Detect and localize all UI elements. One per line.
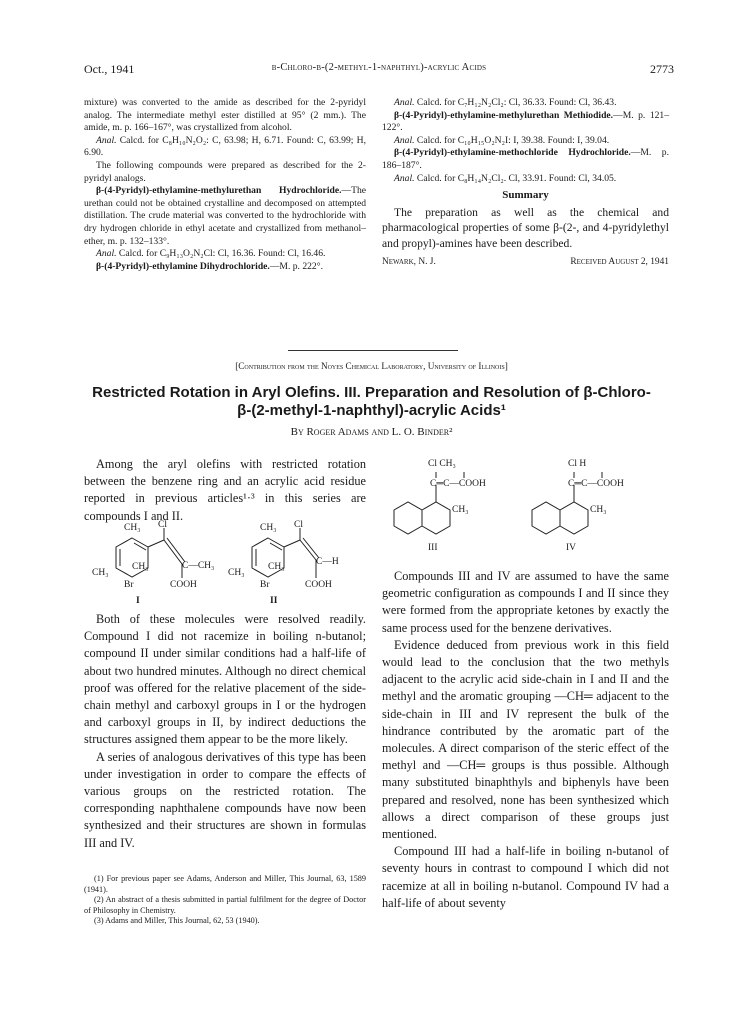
formula-II-br: Br (260, 580, 270, 590)
paragraph: Evidence deduced from previous work in this field would lead to the conclusion that the two methyls adjacent to the acrylic acid side-chain in I and II and the methyl and the aromatic grouping —CH═ adjacent to the side-chain in III and IV represent the bulk of the hindrance contributed by the aromatic part of the molecules. A direct comparison of the steric effect of the methyl and —CH═ groups is thus possible. Although many substituted binaphthyls and biphenyls have been prepared and resolved, none has been synthesized which allows a direct comparison of these groups just mentioned. (382, 637, 669, 842)
formula-I-II (90, 520, 365, 612)
intro-text (84, 456, 366, 525)
article-title (70, 384, 673, 420)
formula-IV-ch3: CH₃ (590, 505, 607, 515)
authors: By Roger Adams and L. O. Binder² (290, 426, 453, 438)
header-page-number: 2773 (650, 62, 674, 76)
compound-name: β-(4-Pyridyl)-ethylamine Dihydrochloride. (96, 260, 270, 272)
analysis-text: Calcd. for C₉H₁₃O₂N₂Cl: Cl, 16.36. Found: Cl, 16.46. (116, 248, 326, 260)
compound-paragraph (382, 110, 669, 135)
analysis-text: Calcd. for C₁₀H₁₅O₂N₂I: I, 39.38. Found: I, 39.04. (414, 134, 610, 146)
analysis-paragraph (382, 135, 669, 148)
header-date: Oct., 1941 (84, 62, 135, 76)
compound-text: —M. p. 121–122°. (382, 109, 670, 134)
analysis-text: Calcd. for C₈H₁₄N₂Cl₂. Cl, 33.91. Found: Cl, 34.05. (414, 172, 617, 184)
paragraph: Among the aryl olefins with restricted rotation between the benzene ring and an acrylic acid residue reported in previous articles¹·³ in this series are compounds I and II. (84, 457, 366, 523)
place: Newark, N. J. (382, 256, 436, 267)
formula-III-chain: C═C—COOH (430, 479, 486, 489)
top-left-column (84, 97, 366, 273)
formula-I-cooh: COOH (170, 580, 197, 590)
formula-II-ch3-inner: CH₃ (268, 562, 285, 572)
formula-I-label: I (136, 596, 140, 606)
analysis-text: Calcd. for C₈H₁₀N₂O₂: C, 63.98; H, 6.71. Found: C, 63.99; H, 6.90. (84, 134, 366, 159)
paragraph: A series of analogous derivatives of this type has been under investigation in order to compare the effects of various groups on the restricted rotation. The corresponding naphthalene compounds have now been synthesized and their structures are shown in formulas III and IV. (84, 749, 366, 850)
analysis-paragraph (382, 97, 669, 110)
formula-IV-chain: C═C—COOH (568, 479, 624, 489)
compound-name: β-(4-Pyridyl)-ethylamine-methochloride Hydrochloride. (394, 147, 631, 159)
contribution-line: [Contribution from the Noyes Chemical Laboratory, University of Illinois] (235, 361, 508, 371)
paragraph: Compound III had a half-life in boiling n-butanol of seventy hours in contrast to compound I which did not racemize at all in boiling n-butanol. Compound IV had a half-life of about seventy (382, 844, 669, 910)
compound-text: —M. p. 222°. (269, 260, 323, 272)
footnotes (84, 874, 366, 927)
footnote-3: (3) Adams and Miller, This Journal, 62, 53 (1940). (94, 916, 260, 925)
left-body-text (84, 611, 366, 852)
title-line-1: Restricted Rotation in Aryl Olefins. III. Preparation and Resolution of β-Chloro- (92, 384, 651, 401)
analysis-paragraph (84, 135, 366, 160)
formula-III-label: III (428, 543, 438, 553)
compound-text: —The urethan could not be obtained crystalline and decomposed on attempted distillation. The crude material was converted to the hydrochloride with dry hydrogen chloride in ethyl acetate and crystallized from methanol–ether, m. p. 132–133°. (84, 185, 366, 247)
formula-I-cl: Cl (158, 520, 167, 530)
signoff-line (382, 255, 669, 271)
summary-heading: Summary (502, 189, 549, 202)
compound-text: —M. p. 186–187°. (382, 147, 669, 171)
formula-III-ch3: CH₃ (452, 505, 469, 515)
section-divider (288, 350, 458, 351)
anal-label: Anal. (394, 97, 415, 108)
compound-name: β-(4-Pyridyl)-ethylamine-methylurethan Methiodide. (394, 109, 614, 121)
formula-I-ch3-top: CH₃ (124, 523, 141, 533)
paragraph: mixture) was converted to the amide as described for the 2-pyridyl analog. The intermediate methyl ester distilled at 95° (2 mm.). The amide, m. p. 166–167°, was crystallized from alcohol. (84, 97, 366, 134)
footnote-2: (2) An abstract of a thesis submitted in partial fulfilment for the degree of Doctor of Philosophy in Chemistry. (84, 895, 366, 915)
formula-III-IV (392, 452, 672, 557)
anal-label: Anal. (394, 172, 415, 184)
footnote-1: (1) For previous paper see Adams, Anderson and Miller, This Journal, 63, 1589 (1941). (84, 874, 366, 894)
anal-label: Anal. (96, 248, 117, 260)
received-date: Received August 2, 1941 (570, 256, 669, 267)
formula-IV-top: Cl H (568, 459, 587, 469)
formula-II-ch3-top: CH₃ (260, 523, 277, 533)
analysis-paragraph (84, 248, 366, 261)
summary-text: The preparation as well as the chemical and pharmacological properties of some β-(2-, and 4-pyridylethyl and propyl)-amines have been described. (382, 205, 669, 250)
header-title: β-Chloro-β-(2-methyl-1-naphthyl)-acrylic Acids (271, 62, 487, 73)
formula-I-c-ch3: C—CH₃ (182, 561, 215, 571)
compound-paragraph (382, 147, 669, 172)
formula-III-top: Cl CH₃ (428, 459, 456, 469)
compound-paragraph (84, 261, 366, 274)
formula-I-br: Br (124, 580, 134, 590)
analysis-text: Calcd. for C₇H₁₂N₂Cl₂: Cl, 36.33. Found: Cl, 36.43. (414, 97, 617, 108)
paragraph: The following compounds were prepared as described for the 2-pyridyl analogs. (84, 159, 366, 184)
analysis-paragraph (382, 173, 669, 186)
paragraph: Both of these molecules were resolved readily. Compound I did not racemize in boiling n-butanol; compound II under similar conditions had a half-life of about two hundred minutes. Although no direct chemical proof was offered for the relative placement of the side-chain methyl and carboxyl groups in I or the hydrogen and carboxyl groups in II, by indirect deductions the structures assigned them appear to be the more likely. (84, 612, 366, 747)
compound-paragraph (84, 185, 366, 248)
formula-II-c-h: C—H (316, 557, 339, 567)
formula-II-ch3-left: CH₃ (228, 568, 245, 578)
top-right-column (382, 97, 669, 271)
formula-IV-label: IV (566, 543, 577, 553)
anal-label: Anal. (394, 134, 415, 146)
title-line-2: β-(2-methyl-1-naphthyl)-acrylic Acids¹ (237, 402, 506, 419)
formula-II-cl: Cl (294, 520, 303, 530)
formula-I-ch3-left: CH₃ (92, 568, 109, 578)
paragraph: Compounds III and IV are assumed to have the same geometric configuration as compounds I and II since they were formed from the appropriate ketones by exactly the same process used for the benzene derivatives. (382, 569, 669, 635)
formula-II-label: II (270, 596, 278, 606)
running-header (84, 62, 674, 78)
anal-label: Anal. (96, 134, 117, 146)
compound-name: β-(4-Pyridyl)-ethylamine-methylurethan Hydrochloride. (96, 185, 342, 197)
right-body-text (382, 568, 669, 912)
formula-II-cooh: COOH (305, 580, 332, 590)
formula-I-ch3-inner: CH₃ (132, 562, 149, 572)
